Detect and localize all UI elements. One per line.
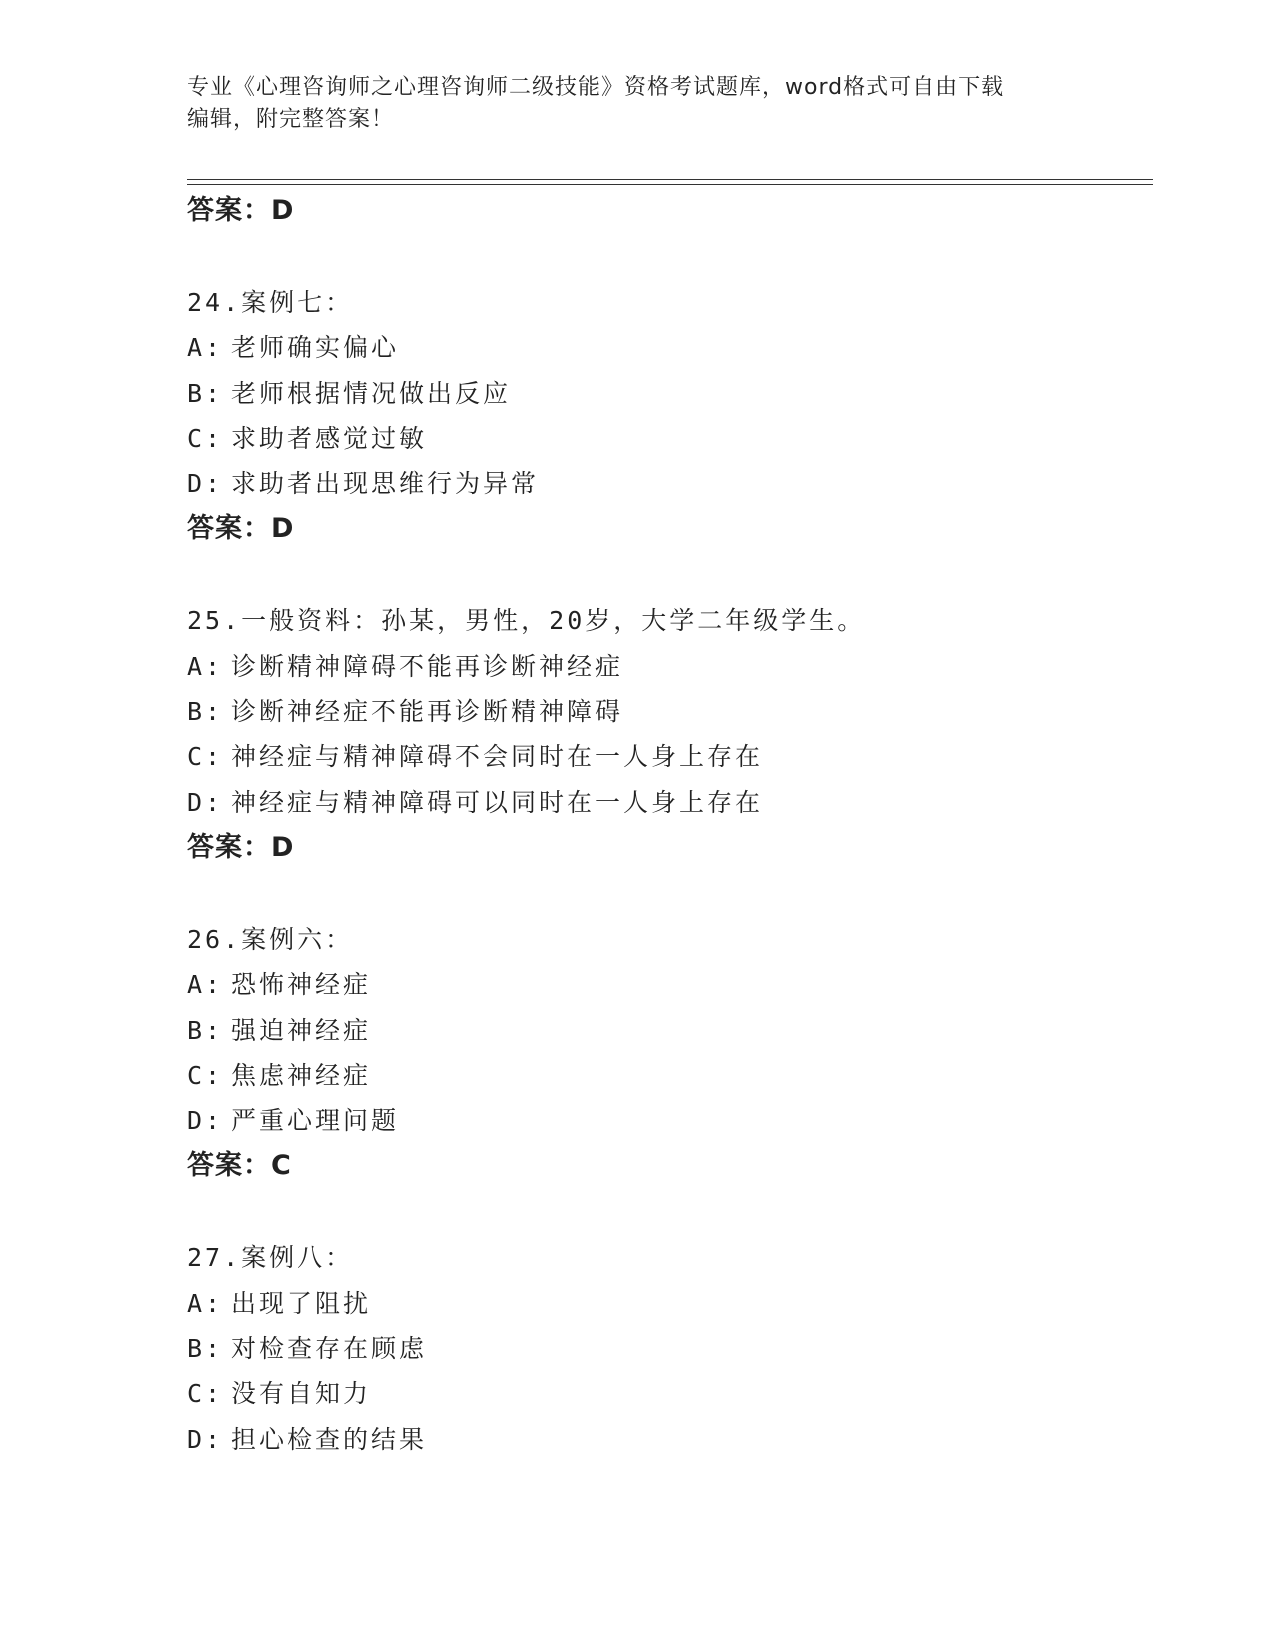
option-text: 诊断神经症不能再诊断精神障碍 (231, 697, 624, 727)
page-header (187, 72, 1067, 136)
option-c (187, 734, 1153, 779)
option-text: 担心检查的结果 (231, 1424, 428, 1454)
option-text: 神经症与精神障碍不会同时在一人身上存在 (231, 742, 764, 772)
answer-label: 答案：C (187, 1150, 292, 1182)
option-key: D: (187, 1106, 224, 1136)
option-key: C: (187, 1060, 224, 1090)
option-c (187, 1053, 1153, 1098)
question-title: 26.案例六： (187, 924, 354, 954)
option-a (187, 1281, 1153, 1326)
question-item (187, 917, 1153, 1188)
option-text: 焦虑神经症 (231, 1060, 372, 1090)
option-b (187, 371, 1153, 416)
option-b (187, 1326, 1153, 1371)
question-title: 25.一般资料：孙某，男性，20岁，大学二年级学生。 (187, 606, 866, 636)
option-key: A: (187, 333, 224, 363)
header-divider-top (187, 179, 1153, 180)
option-text: 没有自知力 (231, 1379, 372, 1409)
option-b (187, 689, 1153, 734)
option-text: 对检查存在顾虑 (231, 1334, 428, 1364)
option-key: B: (187, 1015, 224, 1045)
header-divider-bottom (187, 184, 1153, 185)
option-key: B: (187, 1334, 224, 1364)
option-key: C: (187, 742, 224, 772)
option-a (187, 962, 1153, 1007)
option-key: C: (187, 423, 224, 453)
option-c (187, 1371, 1153, 1416)
option-text: 严重心理问题 (231, 1106, 400, 1136)
option-text: 强迫神经症 (231, 1015, 372, 1045)
option-text: 出现了阻扰 (231, 1288, 372, 1318)
option-text: 恐怖神经症 (231, 970, 372, 1000)
question-list (187, 188, 1153, 1462)
question-item (187, 1235, 1153, 1461)
option-key: A: (187, 651, 224, 681)
option-d (187, 461, 1153, 506)
option-key: D: (187, 787, 224, 817)
answer-label: 答案：D (187, 831, 295, 863)
option-text: 求助者感觉过敏 (231, 423, 428, 453)
question-title: 27.案例八： (187, 1243, 354, 1273)
question-item (187, 280, 1153, 551)
option-d (187, 780, 1153, 825)
option-key: A: (187, 1288, 224, 1318)
header-line-2: 编辑，附完整答案！ (187, 107, 395, 132)
option-b (187, 1008, 1153, 1053)
option-key: B: (187, 697, 224, 727)
option-key: D: (187, 469, 224, 499)
option-d (187, 1417, 1153, 1462)
option-key: B: (187, 378, 224, 408)
option-text: 求助者出现思维行为异常 (231, 469, 540, 499)
option-a (187, 644, 1153, 689)
option-key: D: (187, 1424, 224, 1454)
option-text: 神经症与精神障碍可以同时在一人身上存在 (231, 787, 764, 817)
option-d (187, 1098, 1153, 1143)
option-c (187, 416, 1153, 461)
question-title: 24.案例七： (187, 288, 354, 317)
header-line-1: 专业《心理咨询师之心理咨询师二级技能》资格考试题库，word格式可自由下载 (187, 75, 1005, 100)
answer-label: 答案：D (187, 513, 295, 545)
option-text: 诊断精神障碍不能再诊断神经症 (231, 651, 624, 681)
option-key: A: (187, 970, 224, 1000)
option-a (187, 325, 1153, 370)
answer-label: 答案：D (187, 195, 295, 226)
option-key: C: (187, 1379, 224, 1409)
question-item (187, 598, 1153, 869)
option-text: 老师确实偏心 (231, 333, 400, 363)
option-text: 老师根据情况做出反应 (231, 378, 512, 408)
